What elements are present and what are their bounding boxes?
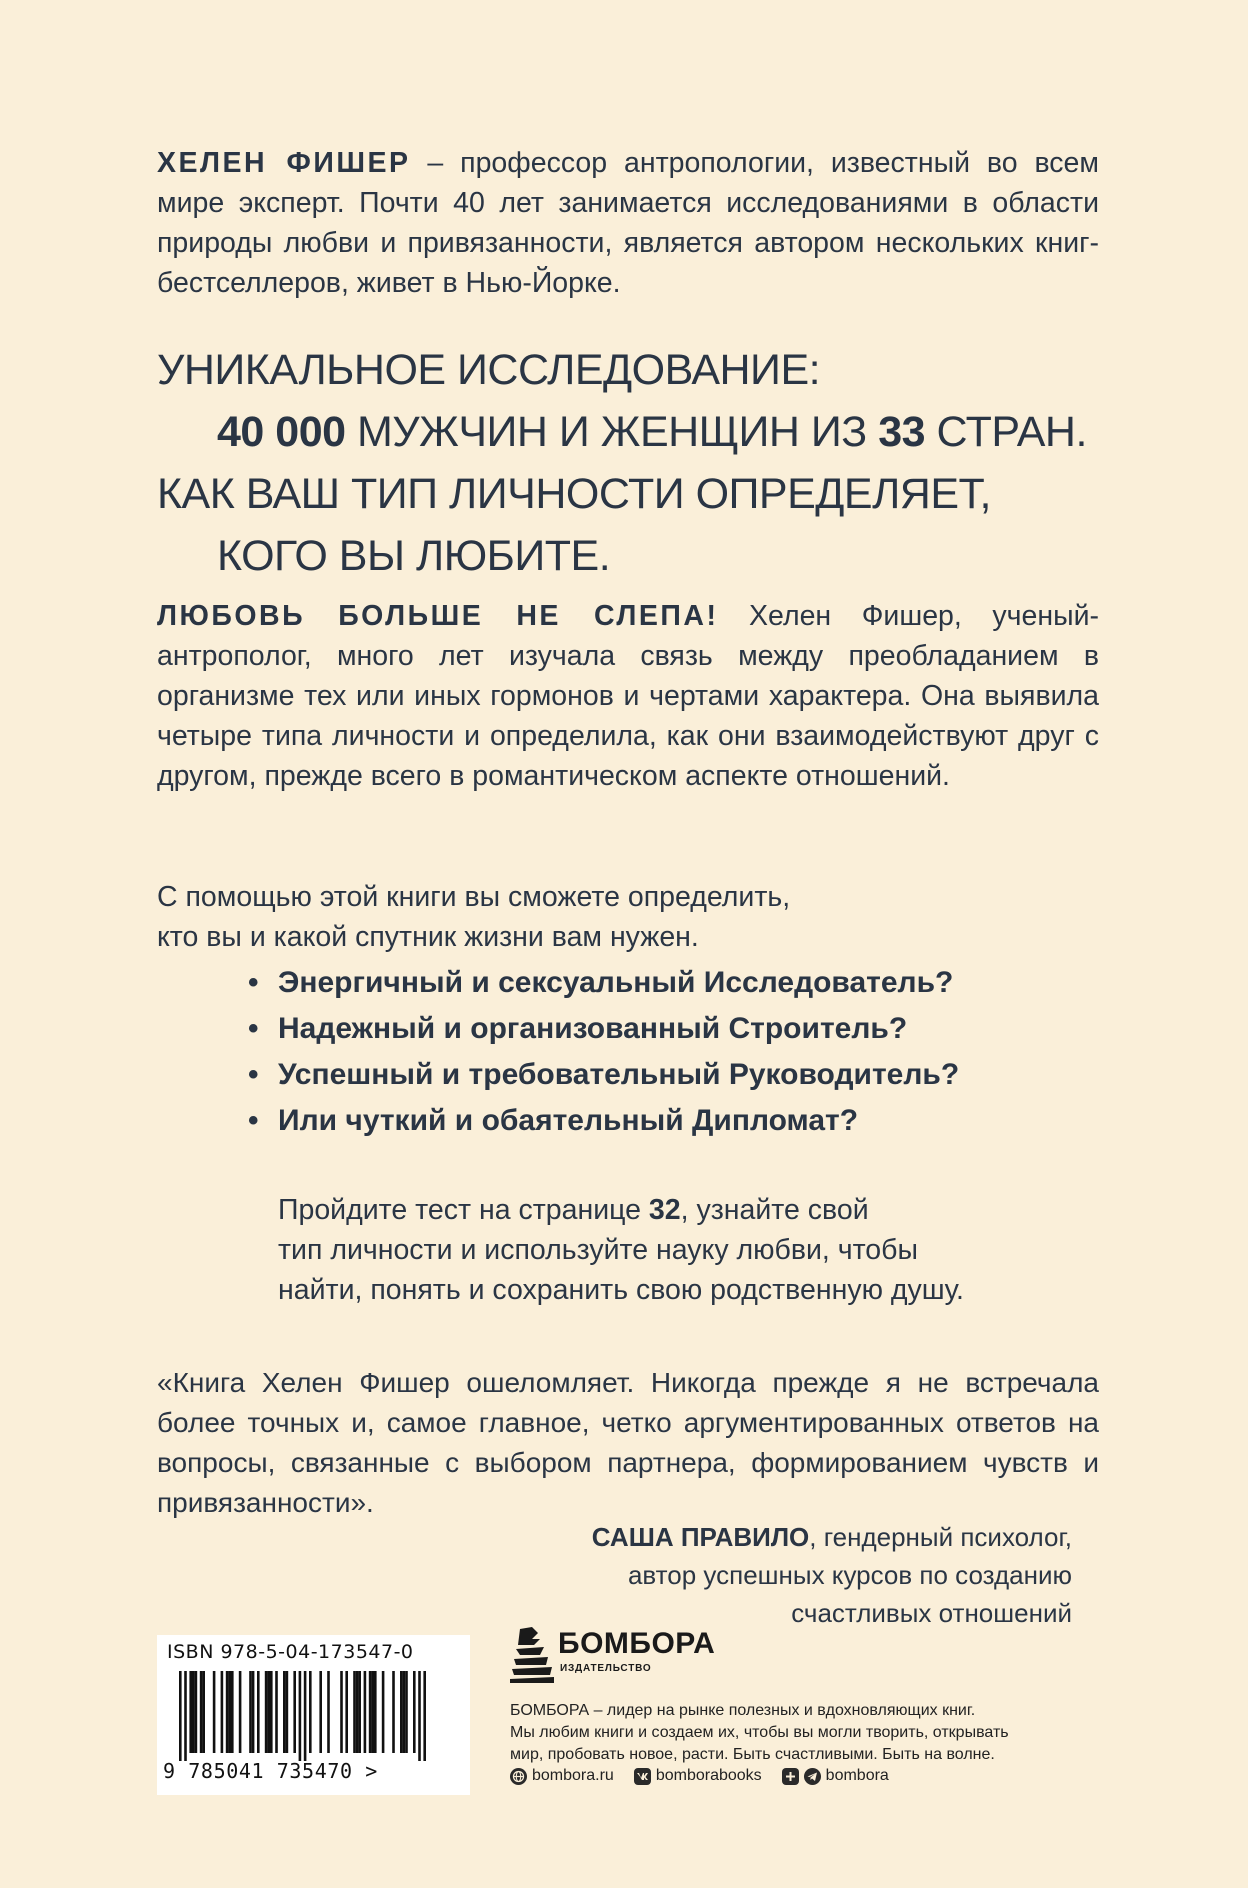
author-bio-text: – профессор антропологии, известный во всем мире эксперт. Почти 40 лет занимается исследованиями в области природы любви и привязанности, является автором нескольких книг-бестселлеров, живет в Нью-Йорке. bbox=[157, 147, 1099, 299]
attribution-line-2: автор успешных курсов по созданию bbox=[627, 1560, 1072, 1590]
headline-number-participants: 40 000 bbox=[217, 408, 346, 456]
social-vk-label: bomborabooks bbox=[655, 1767, 762, 1784]
headline-line-3: КАК ВАШ ТИП ЛИЧНОСТИ ОПРЕДЕЛЯЕТ, bbox=[157, 470, 991, 518]
publisher-line-2: Мы любим книги и создаем их, чтобы вы могли творить, открывать bbox=[510, 1724, 1009, 1741]
publisher-socials bbox=[510, 1767, 909, 1785]
personality-type-list bbox=[248, 960, 959, 1144]
publisher-subtitle: ИЗДАТЕЛЬСТВО bbox=[560, 1663, 652, 1674]
publisher-line-1: БОМБОРА – лидер на рынке полезных и вдохновляющих книг. bbox=[510, 1702, 976, 1719]
barcode-bar bbox=[405, 1671, 408, 1753]
publisher-logo bbox=[510, 1625, 730, 1687]
barcode-bar bbox=[319, 1671, 322, 1753]
publisher-name: БОМБОРА bbox=[558, 1627, 716, 1660]
barcode-bar bbox=[267, 1671, 270, 1753]
list-item bbox=[248, 1052, 959, 1098]
barcode-bar bbox=[265, 1671, 268, 1753]
barcode-bar bbox=[228, 1671, 231, 1753]
social-other[interactable] bbox=[782, 1767, 889, 1785]
intro bbox=[157, 877, 1057, 957]
barcode-bar bbox=[192, 1671, 195, 1753]
vk-icon bbox=[634, 1768, 651, 1785]
barcode-bar bbox=[226, 1671, 229, 1753]
barcode-bar bbox=[221, 1671, 224, 1753]
headline-line-2-end: СТРАН. bbox=[925, 408, 1087, 456]
plus-icon bbox=[782, 1768, 799, 1785]
barcode-bar bbox=[275, 1671, 278, 1753]
barcode-bar bbox=[418, 1671, 421, 1761]
barcode-bar bbox=[413, 1671, 416, 1753]
barcode-bar bbox=[309, 1671, 312, 1753]
barcode-bar bbox=[364, 1671, 367, 1753]
list-item bbox=[248, 1006, 959, 1052]
barcode-bar bbox=[299, 1671, 302, 1761]
headline-line-2 bbox=[157, 401, 1097, 463]
intro-line-2: кто вы и какой спутник жизни вам нужен. bbox=[157, 921, 699, 953]
barcode-bar bbox=[356, 1671, 359, 1753]
cta-line-3: найти, понять и сохранить свою родственную душу. bbox=[278, 1274, 964, 1306]
barcode-bar bbox=[293, 1671, 296, 1753]
headline-line-2-mid: МУЖЧИН И ЖЕНЩИН ИЗ bbox=[345, 408, 879, 456]
cta-part-2: , узнайте свой bbox=[680, 1194, 869, 1226]
barcode-bar bbox=[304, 1671, 307, 1761]
attribution-line-1 bbox=[372, 1518, 1072, 1556]
intro-line-1: С помощью этой книги вы сможете определить, bbox=[157, 881, 791, 913]
barcode-bar bbox=[392, 1671, 395, 1753]
cta-page-number: 32 bbox=[648, 1194, 681, 1226]
barcode-digits: 9 785041 735470 > bbox=[163, 1759, 378, 1783]
barcode-bar bbox=[231, 1671, 234, 1753]
description bbox=[157, 596, 1099, 796]
social-site[interactable] bbox=[510, 1767, 614, 1785]
barcode-block bbox=[157, 1635, 470, 1795]
publisher-description bbox=[510, 1700, 1070, 1766]
test-call-to-action bbox=[278, 1190, 1078, 1310]
list-item-text: Успешный и требовательный Руководитель? bbox=[278, 1058, 960, 1091]
cta-part-1: Пройдите тест на странице bbox=[278, 1194, 649, 1226]
barcode-bar bbox=[353, 1671, 356, 1753]
barcode-bar bbox=[249, 1671, 252, 1753]
barcode-bar bbox=[371, 1671, 374, 1753]
barcode-bar bbox=[239, 1671, 242, 1753]
list-item-text: Энергичный и сексуальный Исследователь? bbox=[278, 966, 954, 999]
social-vk[interactable] bbox=[634, 1767, 762, 1785]
barcode-bar bbox=[213, 1671, 216, 1753]
author-bio bbox=[157, 143, 1099, 303]
description-lead: ЛЮБОВЬ БОЛЬШЕ НЕ СЛЕПА! bbox=[157, 600, 719, 632]
globe-icon bbox=[510, 1768, 527, 1785]
barcode-bar bbox=[286, 1671, 289, 1753]
barcode-bar bbox=[184, 1671, 187, 1761]
quote-attribution bbox=[372, 1518, 1072, 1632]
barcode-bar bbox=[345, 1671, 348, 1753]
publisher-line-3: мир, пробовать новое, расти. Быть счастливыми. Быть на волне. bbox=[510, 1746, 995, 1763]
barcode-bar bbox=[179, 1671, 182, 1761]
headline-number-countries: 33 bbox=[878, 408, 926, 456]
list-item bbox=[248, 1098, 959, 1144]
bullet-glyph: • bbox=[248, 1012, 259, 1045]
isbn-number: ISBN 978-5-04-173547-0 bbox=[167, 1641, 414, 1663]
barcode-bar bbox=[374, 1671, 377, 1753]
barcode-bar bbox=[202, 1671, 205, 1753]
barcode-bar bbox=[423, 1671, 426, 1761]
publisher-emblem-icon bbox=[510, 1625, 554, 1685]
bullet-glyph: • bbox=[248, 1058, 259, 1091]
headline-line-1: УНИКАЛЬНОЕ ИССЛЕДОВАНИЕ: bbox=[157, 346, 821, 394]
social-site-label: bombora.ru bbox=[532, 1767, 614, 1784]
cta-line-1 bbox=[278, 1190, 1078, 1230]
barcode-bar bbox=[358, 1671, 361, 1753]
barcode-bar bbox=[252, 1671, 255, 1753]
barcode-bar bbox=[369, 1671, 372, 1753]
list-item-text: Надежный и организованный Строитель? bbox=[278, 1012, 908, 1045]
quote-author: САША ПРАВИЛО bbox=[591, 1522, 810, 1552]
bullet-glyph: • bbox=[248, 1104, 259, 1137]
cta-line-2: тип личности и используйте науку любви, чтобы bbox=[278, 1234, 918, 1266]
barcode-bar bbox=[340, 1671, 343, 1753]
description-text: Хелен Фишер, ученый-антрополог, много лет изучала связь между преобладанием в организме тех или иных гормонов и чертами характера. Она выявила четыре типа личности и определила, как они взаимодействуют друг с другом, прежде всего в романтическом аспекте отношений. bbox=[157, 600, 1099, 792]
headline-line-4: КОГО ВЫ ЛЮБИТЕ. bbox=[217, 532, 611, 580]
social-other-label: bombora bbox=[825, 1767, 889, 1784]
barcode-bar bbox=[283, 1671, 286, 1753]
headline bbox=[157, 339, 1097, 587]
attribution-line-3: счастливых отношений bbox=[791, 1598, 1072, 1628]
list-item bbox=[248, 960, 959, 1006]
bullet-glyph: • bbox=[248, 966, 259, 999]
review-quote: «Книга Хелен Фишер ошеломляет. Никогда прежде я не встречала более точных и, самое главное, четко аргументированных ответов на вопросы, связанные с выбором партнера, формированием чувств и привязанности». bbox=[157, 1367, 1099, 1518]
barcode-bar bbox=[195, 1671, 198, 1753]
barcode-bar bbox=[403, 1671, 406, 1753]
barcode-bar bbox=[200, 1671, 203, 1753]
telegram-icon bbox=[804, 1768, 821, 1785]
barcode-image bbox=[179, 1671, 449, 1761]
barcode-bar bbox=[270, 1671, 273, 1753]
quote-role-1: , гендерный психолог, bbox=[809, 1522, 1072, 1552]
barcode-bar bbox=[400, 1671, 403, 1753]
list-item-text: Или чуткий и обаятельный Дипломат? bbox=[278, 1104, 859, 1137]
author-name: ХЕЛЕН ФИШЕР bbox=[157, 147, 411, 179]
barcode-bar bbox=[189, 1671, 192, 1753]
barcode-bar bbox=[327, 1671, 330, 1753]
barcode-bar bbox=[382, 1671, 385, 1753]
barcode-bar bbox=[257, 1671, 260, 1753]
